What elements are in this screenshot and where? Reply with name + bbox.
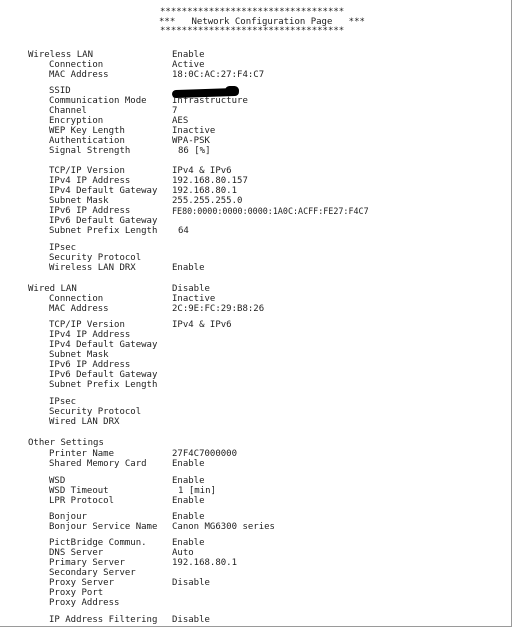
setting-label: Authentication <box>49 136 125 146</box>
setting-label: Wireless LAN DRX <box>49 263 136 273</box>
setting-value: 2C:9E:FC:29:B8:26 <box>172 304 265 314</box>
setting-value: 86 [%] <box>178 146 211 156</box>
setting-value: Enable <box>172 538 205 548</box>
setting-value: Disable <box>172 615 210 625</box>
setting-value: Active <box>172 60 205 70</box>
setting-value: Enable <box>172 50 205 60</box>
setting-label: IPv4 Default Gateway <box>49 186 158 196</box>
setting-label: IPsec <box>49 397 77 407</box>
setting-label: IPsec <box>49 243 77 253</box>
setting-label: Security Protocol <box>49 253 142 263</box>
setting-value: IPv4 & IPv6 <box>172 166 232 176</box>
setting-label: IPv6 IP Address <box>49 206 131 216</box>
redaction-mark-end <box>225 86 239 95</box>
setting-value: Enable <box>172 496 205 506</box>
setting-label: Bonjour <box>49 512 87 522</box>
setting-label: Other Settings <box>28 438 104 448</box>
setting-value: Inactive <box>172 126 216 136</box>
setting-value: Disable <box>172 578 210 588</box>
setting-label: Encryption <box>49 116 104 126</box>
setting-label: Proxy Server <box>49 578 115 588</box>
setting-value: WPA-PSK <box>172 136 210 146</box>
setting-label: IPv4 IP Address <box>49 330 131 340</box>
setting-label: Shared Memory Card <box>49 459 147 469</box>
setting-value: 18:0C:AC:27:F4:C7 <box>172 70 265 80</box>
setting-label: LPR Protocol <box>49 496 115 506</box>
setting-label: IPv6 IP Address <box>49 360 131 370</box>
setting-label: Wired LAN <box>28 284 77 294</box>
setting-label: IPv6 Default Gateway <box>49 370 158 380</box>
setting-label: Security Protocol <box>49 407 142 417</box>
setting-value: Enable <box>172 459 205 469</box>
setting-value: Enable <box>172 263 205 273</box>
setting-value: Enable <box>172 476 205 486</box>
setting-label: IPv4 Default Gateway <box>49 340 158 350</box>
setting-value: Auto <box>172 548 194 558</box>
setting-label: Subnet Mask <box>49 196 109 206</box>
setting-value: 192.168.80.1 <box>172 186 238 196</box>
setting-label: WEP Key Length <box>49 126 125 136</box>
setting-label: Printer Name <box>49 449 115 459</box>
setting-value: AES <box>172 116 189 126</box>
setting-value: 255.255.255.0 <box>172 196 243 206</box>
setting-value: IPv4 & IPv6 <box>172 320 232 330</box>
setting-label: SSID <box>49 86 71 96</box>
setting-label: Secondary Server <box>49 568 136 578</box>
header-stars-bottom: ********************************** <box>160 26 345 36</box>
setting-label: IP Address Filtering <box>49 615 158 625</box>
page-title: *** Network Configuration Page *** <box>159 17 365 27</box>
setting-label: Primary Server <box>49 558 125 568</box>
setting-label: TCP/IP Version <box>49 166 125 176</box>
setting-label: MAC Address <box>49 304 109 314</box>
setting-value: 27F4C7000000 <box>172 449 238 459</box>
setting-label: Subnet Prefix Length <box>49 226 158 236</box>
setting-value: 192.168.80.1 <box>172 558 238 568</box>
setting-label: WSD <box>49 476 66 486</box>
setting-label: Subnet Mask <box>49 350 109 360</box>
setting-value: 192.168.80.157 <box>172 176 248 186</box>
setting-value: Disable <box>172 284 210 294</box>
header-stars-top: ********************************** <box>160 7 345 17</box>
setting-label: Connection <box>49 294 104 304</box>
setting-value: Inactive <box>172 294 216 304</box>
setting-value: FE80:0000:0000:0000:1A0C:ACFF:FE27:F4C7 <box>172 206 369 216</box>
setting-label: PictBridge Commun. <box>49 538 147 548</box>
setting-label: Bonjour Service Name <box>49 522 158 532</box>
setting-label: Connection <box>49 60 104 70</box>
setting-value: Infrastructure <box>172 96 248 106</box>
setting-label: Signal Strength <box>49 146 131 156</box>
setting-label: WSD Timeout <box>49 486 109 496</box>
setting-label: Wireless LAN <box>28 50 94 60</box>
setting-value: Enable <box>172 512 205 522</box>
setting-value: Canon MG6300 series <box>172 522 275 532</box>
setting-label: DNS Server <box>49 548 104 558</box>
setting-label: IPv4 IP Address <box>49 176 131 186</box>
setting-label: Proxy Address <box>49 598 120 608</box>
setting-label: Wired LAN DRX <box>49 417 120 427</box>
setting-value: 7 <box>172 106 178 116</box>
setting-label: Communication Mode <box>49 96 147 106</box>
setting-label: MAC Address <box>49 70 109 80</box>
setting-label: Subnet Prefix Length <box>49 380 158 390</box>
setting-label: IPv6 Default Gateway <box>49 216 158 226</box>
setting-label: Channel <box>49 106 87 116</box>
setting-label: TCP/IP Version <box>49 320 125 330</box>
setting-label: Proxy Port <box>49 588 104 598</box>
setting-value: 64 <box>178 226 189 236</box>
setting-value: 1 [min] <box>178 486 216 496</box>
